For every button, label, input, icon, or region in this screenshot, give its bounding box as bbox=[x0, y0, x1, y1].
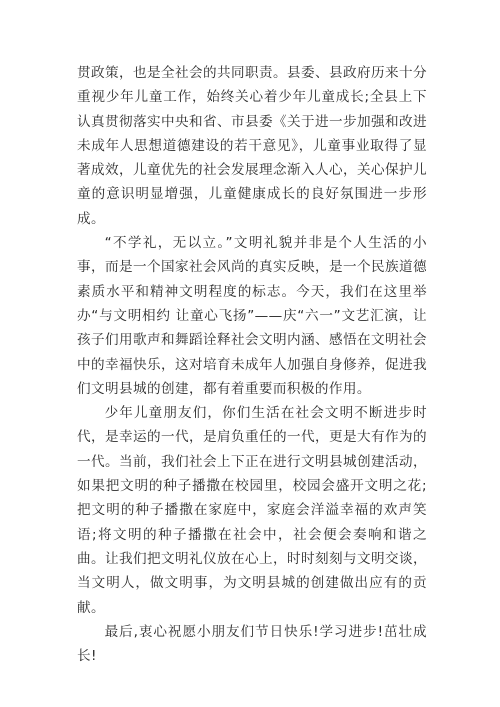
closing-paragraph: 最后,衷心祝愿小朋友们节日快乐!学习进步!茁壮成长! bbox=[77, 623, 427, 665]
body-paragraph-3: 少年儿童朋友们，你们生活在社会文明不断进步时代，是幸运的一代，是肩负重任的一代，更是大有作为的一代。当前，我们社会上下正在进行文明县城创建活动，如果把文明的种子播撒在校园里，校园会盛开文明之花;把文明的种子播撒在家庭中，家庭会洋溢幸福的欢声笑语;将文明的种子播撒在社会中，社会便会奏响和谐之曲。让我们把文明礼仪放在心上，时时刻刻与文明交谈，当文明人，做文明事，为文明县城的创建做出应有的贡献。 bbox=[77, 405, 427, 616]
body-paragraph-2: “不学礼，无以立。”文明礼貌并非是个人生活的小事，而是一个国家社会风尚的真实反映，是一个民族道德素质水平和精神文明程度的标志。今天，我们在这里举办“与文明相约 让童心飞扬”——庆“六一”文艺汇演，让孩子们用歌声和舞蹈诠释社会文明内涵、感悟在文明社会中的幸福快乐，这对培育未成年人加强自身修养，促进我们文明县城的创建，都有着重要而积极的作用。 bbox=[77, 235, 427, 397]
body-paragraph-1: 贯政策，也是全社会的共同职责。县委、县政府历来十分重视少年儿童工作，始终关心着少年儿童成长;全县上下认真贯彻落实中央和省、市县委《关于进一步加强和改进未成年人思想道德建设的若干意见》，儿童事业取得了显著成效，儿童优先的社会发展理念渐入人心，关心保护儿童的意识明显增强，儿童健康成长的良好氛围进一步形成。 bbox=[77, 65, 427, 227]
